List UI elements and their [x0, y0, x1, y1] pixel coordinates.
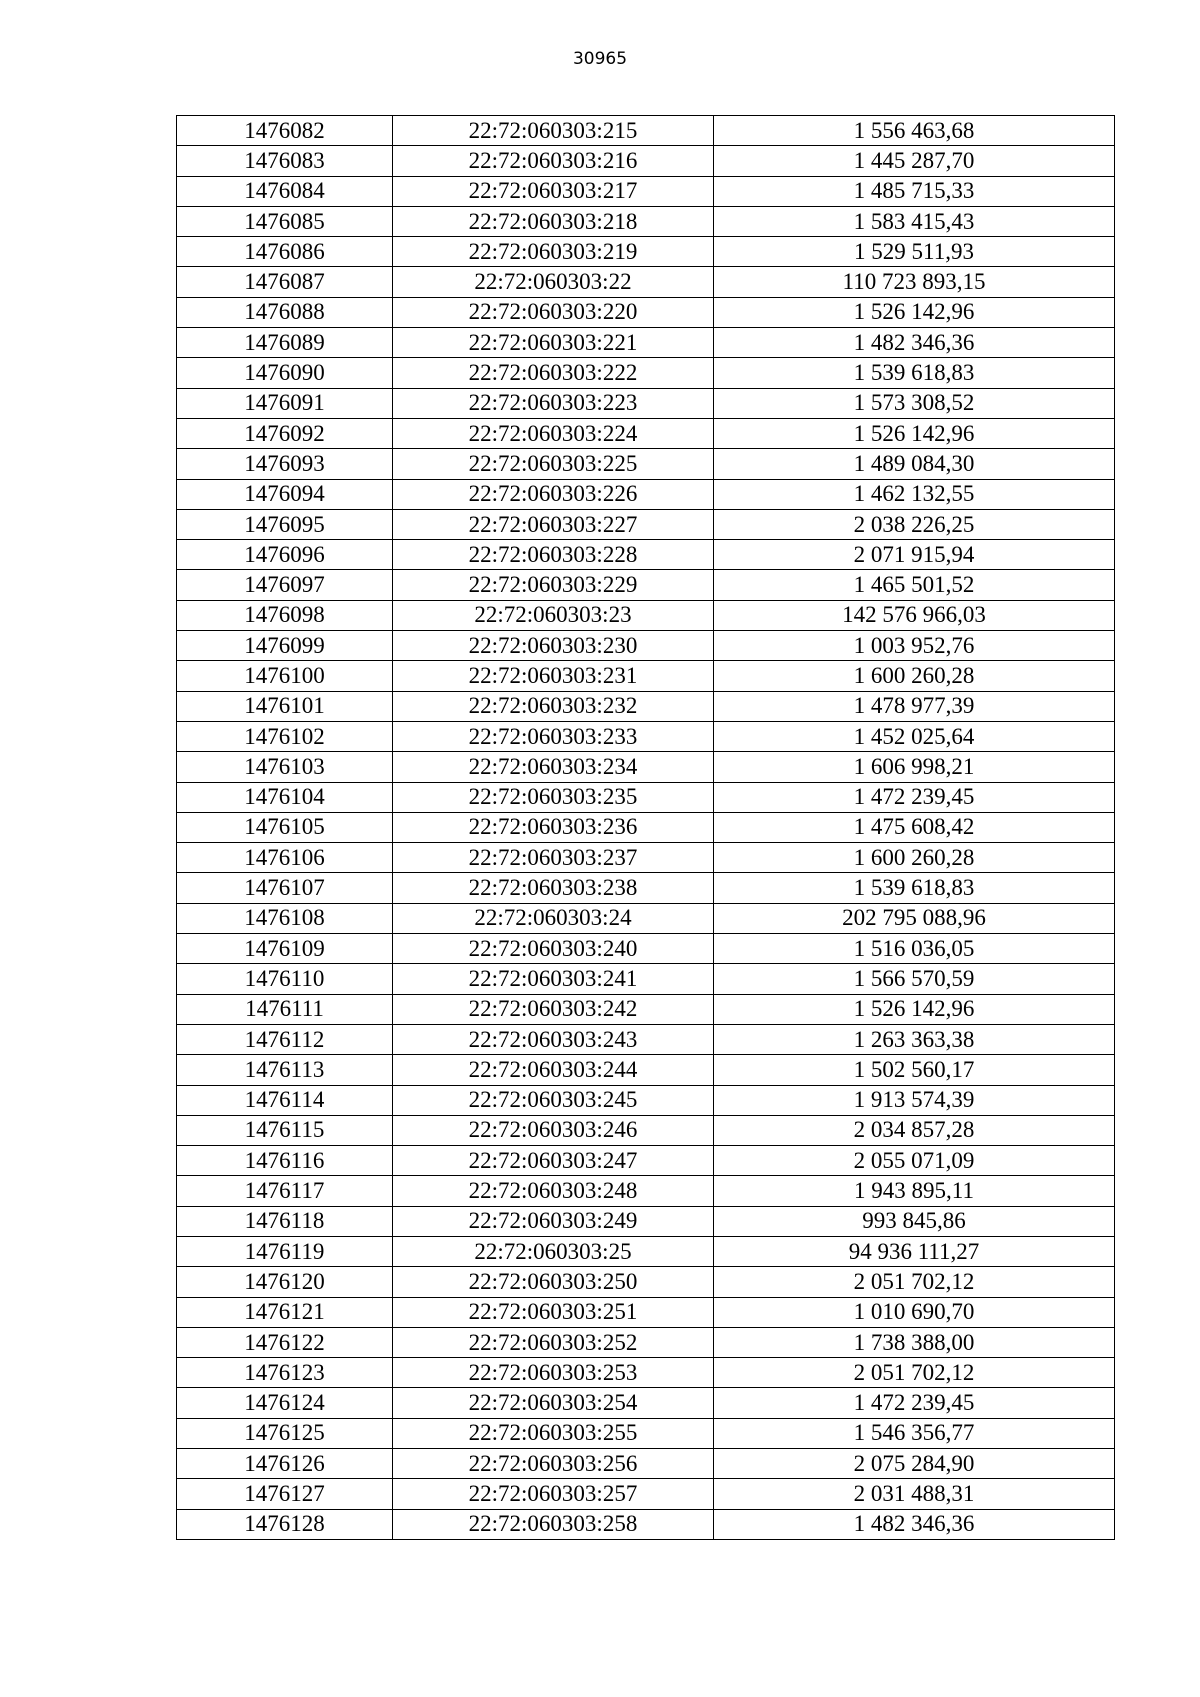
table-row — [177, 1358, 1115, 1388]
row-number-cell: 1476125 — [177, 1418, 393, 1448]
row-number-cell: 1476112 — [177, 1024, 393, 1054]
cadastral-value-cell: 2 051 702,12 — [714, 1267, 1115, 1297]
table-row — [177, 964, 1115, 994]
table-row — [177, 267, 1115, 297]
cadastral-number-cell: 22:72:060303:243 — [393, 1024, 714, 1054]
table-row — [177, 237, 1115, 267]
table-row — [177, 1327, 1115, 1357]
page-number: 30965 — [572, 49, 628, 69]
row-number-cell: 1476103 — [177, 752, 393, 782]
cadastral-number-cell: 22:72:060303:256 — [393, 1449, 714, 1479]
row-number-cell: 1476088 — [177, 297, 393, 327]
row-number-cell: 1476098 — [177, 600, 393, 630]
table-row — [177, 600, 1115, 630]
cadastral-value-table — [176, 115, 1115, 1540]
cadastral-value-cell: 993 845,86 — [714, 1206, 1115, 1236]
row-number-cell: 1476108 — [177, 903, 393, 933]
cadastral-value-cell: 1 516 036,05 — [714, 934, 1115, 964]
cadastral-number-cell: 22:72:060303:253 — [393, 1358, 714, 1388]
cadastral-value-cell: 1 482 346,36 — [714, 328, 1115, 358]
row-number-cell: 1476086 — [177, 237, 393, 267]
table-row — [177, 631, 1115, 661]
cadastral-value-cell: 1 010 690,70 — [714, 1297, 1115, 1327]
row-number-cell: 1476087 — [177, 267, 393, 297]
cadastral-number-cell: 22:72:060303:252 — [393, 1327, 714, 1357]
cadastral-number-cell: 22:72:060303:247 — [393, 1146, 714, 1176]
cadastral-number-cell: 22:72:060303:258 — [393, 1509, 714, 1539]
cadastral-number-cell: 22:72:060303:228 — [393, 540, 714, 570]
table-row — [177, 782, 1115, 812]
table-row — [177, 812, 1115, 842]
cadastral-number-cell: 22:72:060303:234 — [393, 752, 714, 782]
row-number-cell: 1476120 — [177, 1267, 393, 1297]
row-number-cell: 1476118 — [177, 1206, 393, 1236]
cadastral-value-cell: 1 452 025,64 — [714, 721, 1115, 751]
table-row — [177, 1085, 1115, 1115]
row-number-cell: 1476121 — [177, 1297, 393, 1327]
cadastral-number-cell: 22:72:060303:240 — [393, 934, 714, 964]
row-number-cell: 1476101 — [177, 691, 393, 721]
cadastral-number-cell: 22:72:060303:220 — [393, 297, 714, 327]
row-number-cell: 1476113 — [177, 1055, 393, 1085]
cadastral-value-cell: 142 576 966,03 — [714, 600, 1115, 630]
table-row — [177, 1388, 1115, 1418]
table-row — [177, 1236, 1115, 1266]
table-row — [177, 1055, 1115, 1085]
cadastral-value-cell: 1 472 239,45 — [714, 782, 1115, 812]
cadastral-number-cell: 22:72:060303:223 — [393, 388, 714, 418]
table-row — [177, 661, 1115, 691]
table-row — [177, 206, 1115, 236]
cadastral-value-cell: 1 913 574,39 — [714, 1085, 1115, 1115]
cadastral-number-cell: 22:72:060303:244 — [393, 1055, 714, 1085]
row-number-cell: 1476090 — [177, 358, 393, 388]
row-number-cell: 1476094 — [177, 479, 393, 509]
cadastral-value-cell: 1 445 287,70 — [714, 146, 1115, 176]
row-number-cell: 1476111 — [177, 994, 393, 1024]
cadastral-value-cell: 1 526 142,96 — [714, 297, 1115, 327]
cadastral-value-cell: 1 263 363,38 — [714, 1024, 1115, 1054]
cadastral-value-cell: 1 465 501,52 — [714, 570, 1115, 600]
table-row — [177, 721, 1115, 751]
cadastral-value-cell: 2 038 226,25 — [714, 509, 1115, 539]
cadastral-value-cell: 1 606 998,21 — [714, 752, 1115, 782]
row-number-cell: 1476105 — [177, 812, 393, 842]
cadastral-value-cell: 1 573 308,52 — [714, 388, 1115, 418]
table-row — [177, 116, 1115, 146]
cadastral-number-cell: 22:72:060303:231 — [393, 661, 714, 691]
row-number-cell: 1476127 — [177, 1479, 393, 1509]
table-row — [177, 1509, 1115, 1539]
table-row — [177, 1297, 1115, 1327]
cadastral-value-cell: 1 475 608,42 — [714, 812, 1115, 842]
cadastral-value-cell: 1 526 142,96 — [714, 994, 1115, 1024]
row-number-cell: 1476096 — [177, 540, 393, 570]
table-row — [177, 449, 1115, 479]
cadastral-number-cell: 22:72:060303:24 — [393, 903, 714, 933]
cadastral-value-cell: 2 071 915,94 — [714, 540, 1115, 570]
row-number-cell: 1476126 — [177, 1449, 393, 1479]
cadastral-number-cell: 22:72:060303:221 — [393, 328, 714, 358]
table-row — [177, 1267, 1115, 1297]
cadastral-value-cell: 1 600 260,28 — [714, 843, 1115, 873]
table-row — [177, 1115, 1115, 1145]
cadastral-value-cell: 1 943 895,11 — [714, 1176, 1115, 1206]
cadastral-value-cell: 1 600 260,28 — [714, 661, 1115, 691]
row-number-cell: 1476107 — [177, 873, 393, 903]
row-number-cell: 1476097 — [177, 570, 393, 600]
cadastral-value-cell: 1 539 618,83 — [714, 873, 1115, 903]
row-number-cell: 1476117 — [177, 1176, 393, 1206]
table-row — [177, 479, 1115, 509]
cadastral-number-cell: 22:72:060303:224 — [393, 418, 714, 448]
row-number-cell: 1476091 — [177, 388, 393, 418]
cadastral-number-cell: 22:72:060303:236 — [393, 812, 714, 842]
row-number-cell: 1476099 — [177, 631, 393, 661]
cadastral-value-cell: 1 489 084,30 — [714, 449, 1115, 479]
cadastral-value-cell: 1 482 346,36 — [714, 1509, 1115, 1539]
row-number-cell: 1476084 — [177, 176, 393, 206]
cadastral-number-cell: 22:72:060303:248 — [393, 1176, 714, 1206]
cadastral-number-cell: 22:72:060303:227 — [393, 509, 714, 539]
cadastral-value-cell: 1 462 132,55 — [714, 479, 1115, 509]
cadastral-number-cell: 22:72:060303:216 — [393, 146, 714, 176]
cadastral-value-cell: 1 472 239,45 — [714, 1388, 1115, 1418]
cadastral-number-cell: 22:72:060303:246 — [393, 1115, 714, 1145]
row-number-cell: 1476122 — [177, 1327, 393, 1357]
table-row — [177, 1146, 1115, 1176]
cadastral-number-cell: 22:72:060303:25 — [393, 1236, 714, 1266]
row-number-cell: 1476115 — [177, 1115, 393, 1145]
table-row — [177, 176, 1115, 206]
row-number-cell: 1476106 — [177, 843, 393, 873]
row-number-cell: 1476123 — [177, 1358, 393, 1388]
cadastral-value-cell: 1 566 570,59 — [714, 964, 1115, 994]
cadastral-number-cell: 22:72:060303:222 — [393, 358, 714, 388]
cadastral-number-cell: 22:72:060303:241 — [393, 964, 714, 994]
row-number-cell: 1476109 — [177, 934, 393, 964]
cadastral-value-cell: 1 478 977,39 — [714, 691, 1115, 721]
cadastral-number-cell: 22:72:060303:232 — [393, 691, 714, 721]
cadastral-value-cell: 1 485 715,33 — [714, 176, 1115, 206]
table-row — [177, 388, 1115, 418]
row-number-cell: 1476110 — [177, 964, 393, 994]
cadastral-number-cell: 22:72:060303:230 — [393, 631, 714, 661]
cadastral-value-cell: 2 031 488,31 — [714, 1479, 1115, 1509]
cadastral-number-cell: 22:72:060303:237 — [393, 843, 714, 873]
table-row — [177, 934, 1115, 964]
row-number-cell: 1476102 — [177, 721, 393, 751]
cadastral-number-cell: 22:72:060303:242 — [393, 994, 714, 1024]
row-number-cell: 1476128 — [177, 1509, 393, 1539]
cadastral-number-cell: 22:72:060303:226 — [393, 479, 714, 509]
table-row — [177, 297, 1115, 327]
table-row — [177, 752, 1115, 782]
row-number-cell: 1476119 — [177, 1236, 393, 1266]
cadastral-value-cell: 1 529 511,93 — [714, 237, 1115, 267]
cadastral-number-cell: 22:72:060303:218 — [393, 206, 714, 236]
cadastral-value-cell: 1 738 388,00 — [714, 1327, 1115, 1357]
cadastral-number-cell: 22:72:060303:249 — [393, 1206, 714, 1236]
cadastral-number-cell: 22:72:060303:255 — [393, 1418, 714, 1448]
cadastral-value-cell: 1 502 560,17 — [714, 1055, 1115, 1085]
cadastral-value-cell: 1 539 618,83 — [714, 358, 1115, 388]
table-row — [177, 1024, 1115, 1054]
table-row — [177, 509, 1115, 539]
cadastral-number-cell: 22:72:060303:250 — [393, 1267, 714, 1297]
row-number-cell: 1476082 — [177, 116, 393, 146]
table-row — [177, 418, 1115, 448]
table-row — [177, 843, 1115, 873]
cadastral-number-cell: 22:72:060303:225 — [393, 449, 714, 479]
row-number-cell: 1476092 — [177, 418, 393, 448]
table-row — [177, 328, 1115, 358]
table-row — [177, 1449, 1115, 1479]
row-number-cell: 1476093 — [177, 449, 393, 479]
table-row — [177, 1176, 1115, 1206]
cadastral-value-cell: 2 051 702,12 — [714, 1358, 1115, 1388]
cadastral-value-cell: 202 795 088,96 — [714, 903, 1115, 933]
cadastral-value-cell: 1 546 356,77 — [714, 1418, 1115, 1448]
table-row — [177, 570, 1115, 600]
row-number-cell: 1476095 — [177, 509, 393, 539]
cadastral-number-cell: 22:72:060303:254 — [393, 1388, 714, 1418]
cadastral-value-cell: 1 583 415,43 — [714, 206, 1115, 236]
table-row — [177, 903, 1115, 933]
cadastral-number-cell: 22:72:060303:217 — [393, 176, 714, 206]
cadastral-value-cell: 94 936 111,27 — [714, 1236, 1115, 1266]
cadastral-value-cell: 1 003 952,76 — [714, 631, 1115, 661]
cadastral-value-cell: 1 556 463,68 — [714, 116, 1115, 146]
cadastral-number-cell: 22:72:060303:22 — [393, 267, 714, 297]
table-body — [177, 116, 1115, 1540]
cadastral-value-cell: 2 034 857,28 — [714, 1115, 1115, 1145]
cadastral-number-cell: 22:72:060303:215 — [393, 116, 714, 146]
table-row — [177, 1206, 1115, 1236]
table-row — [177, 540, 1115, 570]
table-row — [177, 873, 1115, 903]
cadastral-number-cell: 22:72:060303:251 — [393, 1297, 714, 1327]
row-number-cell: 1476089 — [177, 328, 393, 358]
cadastral-value-cell: 1 526 142,96 — [714, 418, 1115, 448]
table-row — [177, 146, 1115, 176]
cadastral-value-cell: 2 075 284,90 — [714, 1449, 1115, 1479]
cadastral-number-cell: 22:72:060303:219 — [393, 237, 714, 267]
cadastral-number-cell: 22:72:060303:257 — [393, 1479, 714, 1509]
row-number-cell: 1476083 — [177, 146, 393, 176]
row-number-cell: 1476104 — [177, 782, 393, 812]
table-row — [177, 691, 1115, 721]
row-number-cell: 1476100 — [177, 661, 393, 691]
table-row — [177, 1479, 1115, 1509]
row-number-cell: 1476114 — [177, 1085, 393, 1115]
table-row — [177, 358, 1115, 388]
cadastral-number-cell: 22:72:060303:229 — [393, 570, 714, 600]
table-row — [177, 1418, 1115, 1448]
cadastral-value-cell: 2 055 071,09 — [714, 1146, 1115, 1176]
row-number-cell: 1476124 — [177, 1388, 393, 1418]
cadastral-number-cell: 22:72:060303:245 — [393, 1085, 714, 1115]
cadastral-number-cell: 22:72:060303:23 — [393, 600, 714, 630]
table-row — [177, 994, 1115, 1024]
cadastral-value-cell: 110 723 893,15 — [714, 267, 1115, 297]
row-number-cell: 1476085 — [177, 206, 393, 236]
row-number-cell: 1476116 — [177, 1146, 393, 1176]
cadastral-number-cell: 22:72:060303:235 — [393, 782, 714, 812]
cadastral-number-cell: 22:72:060303:238 — [393, 873, 714, 903]
cadastral-number-cell: 22:72:060303:233 — [393, 721, 714, 751]
